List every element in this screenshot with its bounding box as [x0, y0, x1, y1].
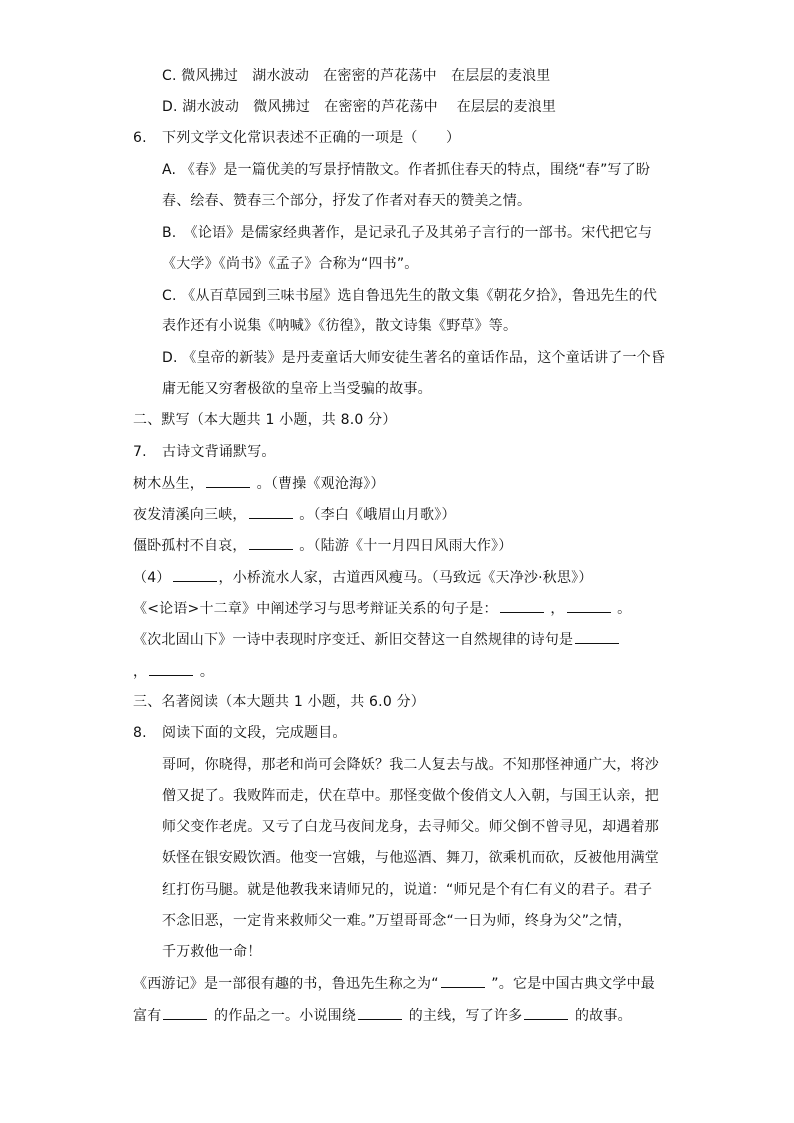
q7-line-7: ， 。: [133, 661, 214, 681]
q7-line-4: （4） ，小桥流水人家，古道西风瘦马。（马致远《天净沙·秋思》）: [133, 567, 593, 587]
q8-passage-line-5: 红打伤马腿。就是他教我来请师兄的，说道：“师兄是个有仁有义的君子。君子: [162, 882, 653, 898]
q8-answer-line-1: 《西游记》是一部很有趣的书，鲁迅先生称之为“ ”。它是中国古典文学中最: [133, 973, 655, 993]
q6-option-c-line1: C. 《从百草园到三味书屋》选自鲁迅先生的散文集《朝花夕拾》，鲁迅先生的代: [162, 288, 658, 304]
answer-blank[interactable]: [163, 1005, 207, 1020]
q8-passage-line-6: 不念旧恶，一定肯来救师父一难。”万望哥哥念“一日为师，终身为父”之情，: [162, 913, 632, 929]
q6-stem: 下列文学文化常识表述不正确的一项是（ ）: [162, 130, 461, 146]
q8-number: 8.: [133, 725, 147, 741]
q6-option-a-line1: A. 《春》是一篇优美的写景抒情散文。作者抓住春天的特点，围绕“春”写了盼: [162, 162, 651, 178]
section-3-title: 三、名著阅读（本大题共 1 小题，共 6.0 分）: [133, 694, 425, 710]
q8-answer-line-2: 富有 的作品之一。小说围绕 的主线，写了许多 的故事。: [133, 1005, 632, 1025]
q7-line-5: 《<论语>十二章》中阐述学习与思考辩证关系的句子是： ， 。: [133, 598, 631, 618]
answer-blank[interactable]: [249, 535, 293, 550]
answer-blank[interactable]: [441, 973, 485, 988]
answer-blank[interactable]: [206, 473, 250, 488]
q8-passage-line-2: 僧又捉了。我败阵而走，伏在草中。那怪变做个俊俏文人入朝，与国王认亲，把: [162, 788, 659, 804]
q7-line-1: 树木丛生， 。（曹操《观沧海》）: [133, 473, 385, 493]
answer-blank[interactable]: [358, 1005, 402, 1020]
q6-number: 6.: [133, 130, 147, 146]
answer-blank[interactable]: [575, 629, 619, 644]
answer-blank[interactable]: [173, 567, 217, 582]
q5-option-c: C. 微风拂过 湖水波动 在密密的芦花荡中 在层层的麦浪里: [162, 68, 551, 84]
q6-option-b-line1: B. 《论语》是儒家经典著作，是记录孔子及其弟子言行的一部书。宋代把它与: [162, 225, 653, 241]
section-2-title: 二、默写（本大题共 1 小题，共 8.0 分）: [133, 412, 397, 428]
q8-passage-line-7: 千万救他一命！: [162, 944, 262, 960]
q6-option-c-line2: 表作还有小说集《呐喊》《彷徨》，散文诗集《野草》等。: [162, 318, 518, 334]
q6-option-a-line2: 春、绘春、赞春三个部分，抒发了作者对春天的赞美之情。: [162, 193, 532, 209]
q6-option-b-line2: 《大学》《尚书》《孟子》合称为“四书”。: [162, 256, 419, 272]
answer-blank[interactable]: [524, 1005, 568, 1020]
q6-option-d-line2: 庸无能又穷奢极欲的皇帝上当受骗的故事。: [162, 381, 432, 397]
answer-blank[interactable]: [500, 598, 544, 613]
q8-passage-line-3: 师父变作老虎。又亏了白龙马夜间龙身，去寻师父。师父倒不曾寻见，却遇着那: [162, 819, 659, 835]
q8-stem: 阅读下面的文段，完成题目。: [162, 725, 347, 741]
q7-line-3: 僵卧孤村不自哀， 。（陆游《十一月四日风雨大作》）: [133, 535, 512, 555]
answer-blank[interactable]: [149, 661, 193, 676]
answer-blank[interactable]: [249, 504, 293, 519]
q7-stem: 古诗文背诵默写。: [162, 444, 276, 460]
q5-option-d: D. 湖水波动 微风拂过 在密密的芦花荡中 在层层的麦浪里: [162, 99, 557, 115]
q8-passage-line-4: 妖怪在银安殿饮酒。他变一宫娥，与他巡酒、舞刀，欲乘机而砍，反被他用满堂: [162, 850, 659, 866]
q8-passage-line-1: 哥呵，你晓得，那老和尚可会降妖？我二人复去与战。不知那怪神通广大，将沙: [162, 757, 659, 773]
q7-number: 7.: [133, 444, 147, 460]
q7-line-2: 夜发清溪向三峡， 。（李白《峨眉山月歌》）: [133, 504, 456, 524]
q7-line-6: 《次北固山下》一诗中表现时序变迁、新旧交替这一自然规律的诗句是: [133, 629, 621, 649]
q6-option-d-line1: D. 《皇帝的新装》是丹麦童话大师安徒生著名的童话作品，这个童话讲了一个昏: [162, 350, 666, 366]
answer-blank[interactable]: [567, 598, 611, 613]
